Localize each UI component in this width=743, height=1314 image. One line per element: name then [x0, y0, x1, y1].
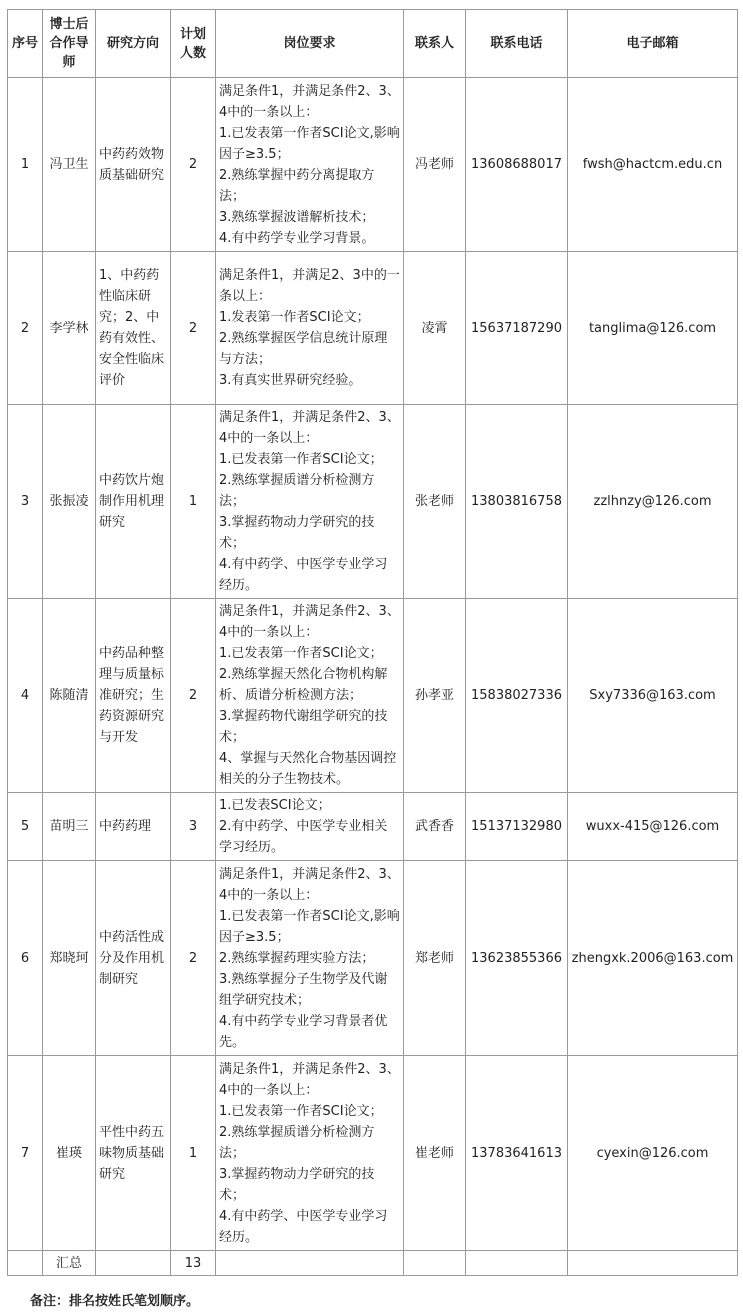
row-count: 1 — [171, 1056, 216, 1251]
row-requirements — [216, 861, 404, 1056]
requirement-line: 满足条件1，并满足条件2、3、4中的一条以上： — [219, 83, 400, 120]
requirement-line: 4.有中药学、中医学专业学习经历。 — [219, 1208, 388, 1245]
table-row — [8, 78, 738, 252]
requirement-line: 1.已发表SCI论文； — [219, 798, 331, 813]
total-requirements-cell — [216, 1251, 404, 1276]
requirement-line: 4、掌握与天然化合物基因调控相关的分子生物技术。 — [219, 751, 397, 787]
requirement-line: 3.掌握药物动力学研究的技术； — [219, 1166, 375, 1203]
requirement-line: 1.发表第一作者SCI论文； — [219, 310, 370, 325]
row-mentor: 崔瑛 — [43, 1056, 96, 1251]
total-row — [8, 1251, 738, 1276]
requirement-line: 2.熟练掌握天然化合物机构解析、质谱分析检测方法； — [219, 667, 388, 703]
requirement-line: 4.有中药学专业学习背景者优先。 — [219, 1013, 388, 1050]
table-row — [8, 599, 738, 793]
requirement-line: 1.已发表第一作者SCI论文,影响因子≥3.5； — [219, 908, 400, 945]
table-body — [8, 78, 738, 1251]
row-contact: 崔老师 — [404, 1056, 466, 1251]
requirement-line: 满足条件1，并满足条件2、3、4中的一条以上： — [219, 410, 400, 446]
row-count: 1 — [171, 405, 216, 599]
row-no: 7 — [8, 1056, 43, 1251]
total-label: 汇总 — [43, 1251, 96, 1276]
row-phone: 13803816758 — [466, 405, 568, 599]
row-contact: 孙孝亚 — [404, 599, 466, 793]
row-mentor: 苗明三 — [43, 793, 96, 861]
row-count: 2 — [171, 252, 216, 405]
row-contact: 张老师 — [404, 405, 466, 599]
footnote: 备注：排名按姓氏笔划顺序。 — [30, 1294, 200, 1309]
row-requirements — [216, 1056, 404, 1251]
row-direction: 中药饮片炮制作用机理研究 — [96, 405, 171, 599]
recruitment-table-container — [7, 9, 738, 1276]
row-mentor: 陈随清 — [43, 599, 96, 793]
row-count: 3 — [171, 793, 216, 861]
requirement-line: 1.已发表第一作者SCI论文； — [219, 646, 383, 661]
row-count: 2 — [171, 599, 216, 793]
row-direction: 中药品种整理与质量标准研究；生药资源研究与开发 — [96, 599, 171, 793]
row-count: 2 — [171, 861, 216, 1056]
row-requirements — [216, 599, 404, 793]
requirement-line: 满足条件1，并满足2、3中的一条以上： — [219, 268, 400, 304]
requirement-line: 3.掌握药物代谢组学研究的技术； — [219, 709, 388, 745]
row-no: 6 — [8, 861, 43, 1056]
row-phone: 13783641613 — [466, 1056, 568, 1251]
header-mentor: 博士后合作导师 — [43, 10, 96, 78]
row-requirements — [216, 78, 404, 252]
row-mentor: 郑晓珂 — [43, 861, 96, 1056]
row-mentor: 张振凌 — [43, 405, 96, 599]
row-phone: 13608688017 — [466, 78, 568, 252]
table-row — [8, 405, 738, 599]
row-email: cyexin@126.com — [568, 1056, 738, 1251]
requirement-line: 满足条件1，并满足条件2、3、4中的一条以上： — [219, 866, 400, 903]
total-phone-cell — [466, 1251, 568, 1276]
row-phone: 15137132980 — [466, 793, 568, 861]
header-contact: 联系人 — [404, 10, 466, 78]
row-requirements — [216, 793, 404, 861]
requirement-line: 2.熟练掌握医学信息统计原理与方法； — [219, 331, 388, 367]
table-row — [8, 1056, 738, 1251]
row-count: 2 — [171, 78, 216, 252]
row-email: tanglima@126.com — [568, 252, 738, 405]
row-requirements — [216, 405, 404, 599]
requirement-line: 2.有中药学、中医学专业相关学习经历。 — [219, 819, 388, 855]
row-email: zhengxk.2006@163.com — [568, 861, 738, 1056]
row-direction: 中药药效物质基础研究 — [96, 78, 171, 252]
requirement-line: 4.有中药学专业学习背景。 — [219, 230, 375, 246]
row-email: zzlhnzy@126.com — [568, 405, 738, 599]
header-phone: 联系电话 — [466, 10, 568, 78]
row-email: wuxx-415@126.com — [568, 793, 738, 861]
header-direction: 研究方向 — [96, 10, 171, 78]
table-row — [8, 793, 738, 861]
requirement-line: 满足条件1，并满足条件2、3、4中的一条以上： — [219, 1061, 400, 1098]
requirement-line: 3.有真实世界研究经验。 — [219, 373, 362, 388]
recruitment-table — [7, 9, 738, 1276]
header-requirements: 岗位要求 — [216, 10, 404, 78]
total-direction-cell — [96, 1251, 171, 1276]
total-no-cell — [8, 1251, 43, 1276]
requirement-line: 3.熟练掌握分子生物学及代谢组学研究技术； — [219, 971, 388, 1008]
requirement-line: 1.已发表第一作者SCI论文,影响因子≥3.5； — [219, 125, 400, 162]
requirement-line: 2.熟练掌握药理实验方法； — [219, 950, 375, 966]
total-email-cell — [568, 1251, 738, 1276]
table-header-row — [8, 10, 738, 78]
row-direction: 1、中药药性临床研究；2、中药有效性、安全性临床评价 — [96, 252, 171, 405]
requirement-line: 2.熟练掌握质谱分析检测方法； — [219, 1124, 375, 1161]
row-phone: 13623855366 — [466, 861, 568, 1056]
requirement-line: 3.掌握药物动力学研究的技术； — [219, 515, 375, 551]
header-email: 电子邮箱 — [568, 10, 738, 78]
row-contact: 郑老师 — [404, 861, 466, 1056]
row-direction: 中药药理 — [96, 793, 171, 861]
row-no: 2 — [8, 252, 43, 405]
row-contact: 冯老师 — [404, 78, 466, 252]
header-no: 序号 — [8, 10, 43, 78]
requirement-line: 1.已发表第一作者SCI论文； — [219, 1103, 383, 1119]
row-no: 4 — [8, 599, 43, 793]
row-no: 1 — [8, 78, 43, 252]
row-contact: 凌霄 — [404, 252, 466, 405]
requirement-line: 4.有中药学、中医学专业学习经历。 — [219, 557, 388, 593]
row-phone: 15838027336 — [466, 599, 568, 793]
total-contact-cell — [404, 1251, 466, 1276]
row-email: Sxy7336@163.com — [568, 599, 738, 793]
row-phone: 15637187290 — [466, 252, 568, 405]
total-count: 13 — [171, 1251, 216, 1276]
requirement-line: 2.熟练掌握中药分离提取方法； — [219, 167, 375, 204]
row-mentor: 冯卫生 — [43, 78, 96, 252]
header-count: 计划人数 — [171, 10, 216, 78]
row-no: 3 — [8, 405, 43, 599]
row-email: fwsh@hactcm.edu.cn — [568, 78, 738, 252]
row-requirements — [216, 252, 404, 405]
requirement-line: 1.已发表第一作者SCI论文； — [219, 452, 383, 467]
requirement-line: 2.熟练掌握质谱分析检测方法； — [219, 473, 375, 509]
table-row — [8, 252, 738, 405]
row-direction: 平性中药五味物质基础研究 — [96, 1056, 171, 1251]
requirement-line: 满足条件1，并满足条件2、3、4中的一条以上： — [219, 604, 400, 640]
row-direction: 中药活性成分及作用机制研究 — [96, 861, 171, 1056]
row-contact: 武香香 — [404, 793, 466, 861]
requirement-line: 3.熟练掌握波谱解析技术； — [219, 209, 375, 225]
row-no: 5 — [8, 793, 43, 861]
table-row — [8, 861, 738, 1056]
row-mentor: 李学林 — [43, 252, 96, 405]
